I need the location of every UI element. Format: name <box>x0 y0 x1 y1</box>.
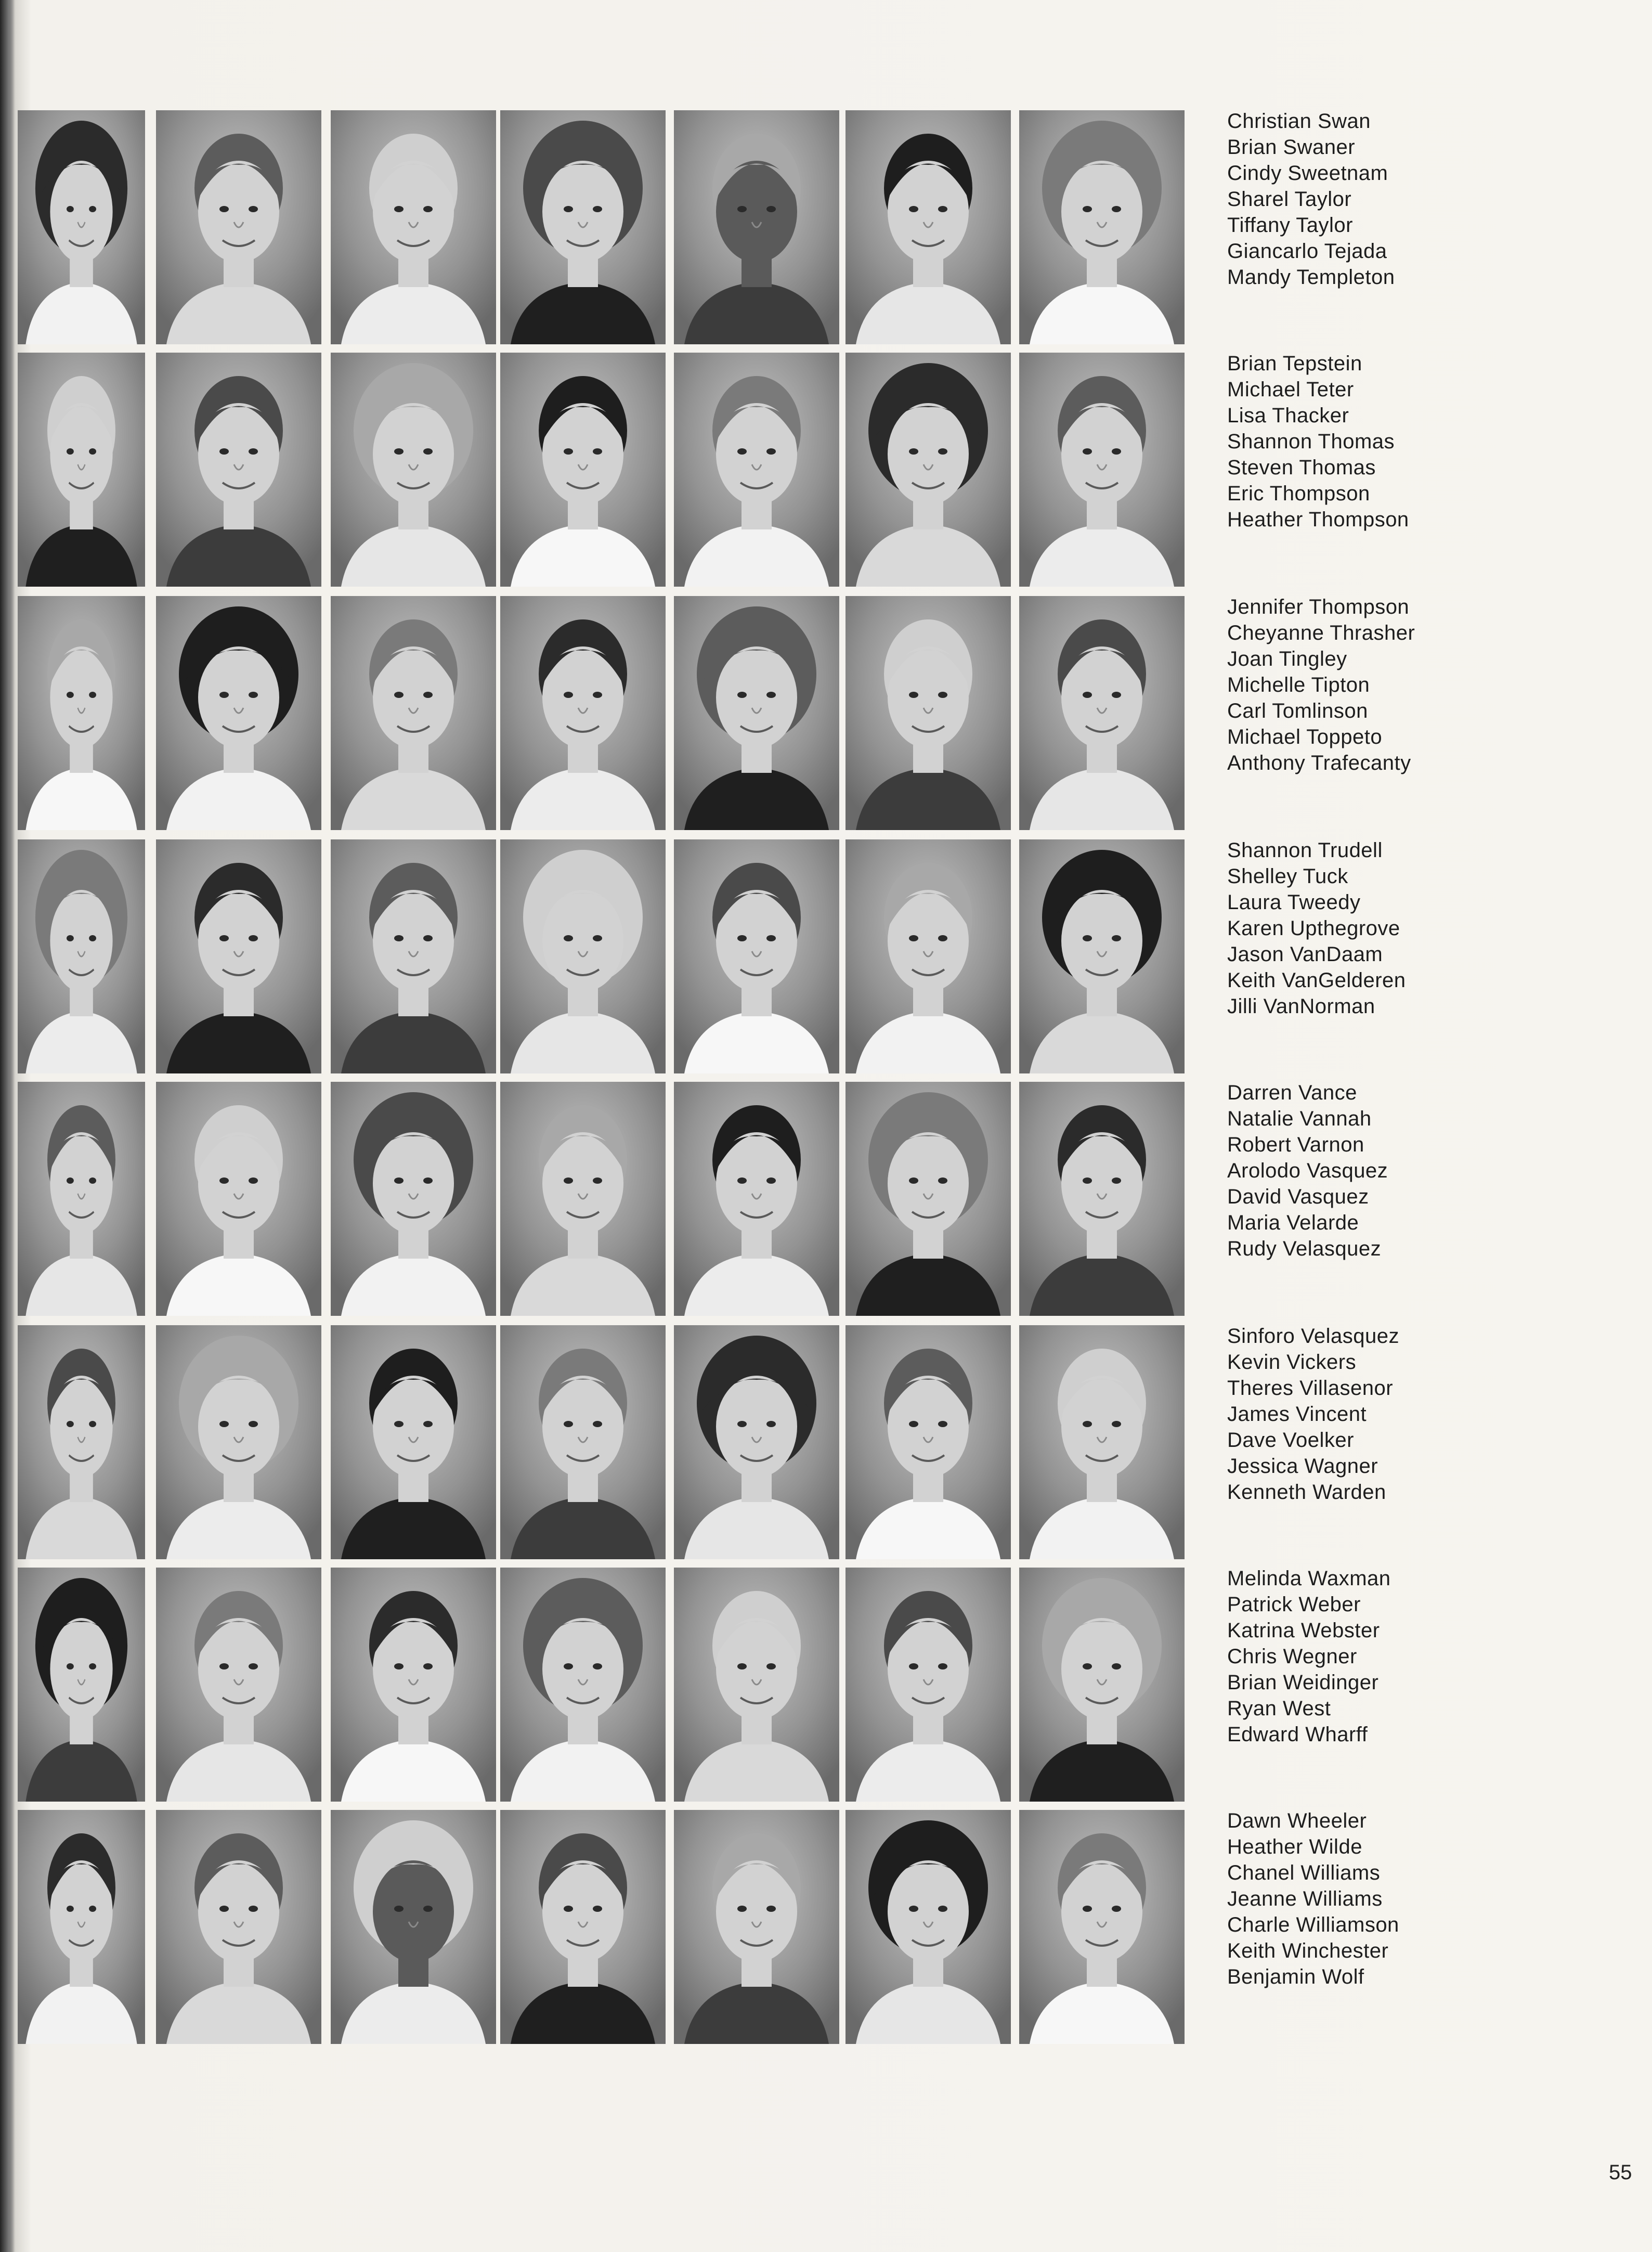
name-list <box>1227 351 1498 533</box>
student-portrait <box>18 353 145 587</box>
student-name: Cheyanne Thrasher <box>1227 622 1415 644</box>
student-name: Kevin Vickers <box>1227 1351 1357 1374</box>
student-name: Joan Tingley <box>1227 648 1347 670</box>
student-portrait <box>156 110 321 344</box>
student-name: Sharel Taylor <box>1227 188 1352 211</box>
student-name: Kenneth Warden <box>1227 1481 1386 1504</box>
student-portrait <box>845 1325 1011 1559</box>
student-portrait <box>674 110 839 344</box>
student-portrait <box>500 353 666 587</box>
student-portrait <box>18 839 145 1073</box>
student-name: Shannon Thomas <box>1227 430 1395 453</box>
student-portrait <box>331 596 496 830</box>
student-name: David Vasquez <box>1227 1185 1369 1208</box>
student-portrait <box>331 1082 496 1316</box>
student-portrait <box>1019 839 1185 1073</box>
student-portrait <box>845 1082 1011 1316</box>
student-portrait <box>156 1082 321 1316</box>
student-name: Jason VanDaam <box>1227 943 1383 966</box>
student-portrait <box>845 353 1011 587</box>
student-portrait <box>156 1325 321 1559</box>
student-portrait <box>331 1325 496 1559</box>
student-portrait <box>18 596 145 830</box>
student-name: Shannon Trudell <box>1227 839 1383 862</box>
student-name: Ryan West <box>1227 1697 1331 1720</box>
student-portrait <box>156 1568 321 1802</box>
student-portrait <box>18 1810 145 2044</box>
name-list <box>1227 1565 1498 1748</box>
student-name: James Vincent <box>1227 1403 1367 1426</box>
student-portrait <box>331 110 496 344</box>
name-list <box>1227 1323 1498 1505</box>
student-name: Brian Swaner <box>1227 136 1356 159</box>
student-portrait <box>674 839 839 1073</box>
student-name: Heather Thompson <box>1227 508 1409 531</box>
student-name: Jeanne Williams <box>1227 1887 1383 1910</box>
student-name: Karen Upthegrove <box>1227 917 1400 940</box>
student-portrait <box>674 1082 839 1316</box>
student-name: Edward Wharff <box>1227 1723 1368 1746</box>
student-portrait <box>674 1810 839 2044</box>
name-list <box>1227 837 1498 1019</box>
student-portrait <box>1019 1810 1185 2044</box>
student-name: Laura Tweedy <box>1227 891 1361 914</box>
student-name: Michael Toppeto <box>1227 726 1383 748</box>
student-name: Lisa Thacker <box>1227 404 1349 427</box>
student-portrait <box>1019 596 1185 830</box>
student-name: Jennifer Thompson <box>1227 596 1410 618</box>
student-name: Steven Thomas <box>1227 456 1376 479</box>
student-portrait <box>331 839 496 1073</box>
student-name: Darren Vance <box>1227 1081 1357 1104</box>
student-name: Dawn Wheeler <box>1227 1809 1367 1832</box>
student-name: Tiffany Taylor <box>1227 214 1353 237</box>
student-portrait <box>845 1810 1011 2044</box>
student-name: Chris Wegner <box>1227 1645 1357 1668</box>
student-portrait <box>1019 110 1185 344</box>
student-portrait <box>1019 1568 1185 1802</box>
student-portrait <box>500 596 666 830</box>
student-name: Brian Weidinger <box>1227 1671 1379 1694</box>
student-portrait <box>845 839 1011 1073</box>
student-portrait <box>18 1568 145 1802</box>
student-portrait <box>1019 1325 1185 1559</box>
student-name: Brian Tepstein <box>1227 352 1362 375</box>
student-portrait <box>845 596 1011 830</box>
student-name: Shelley Tuck <box>1227 865 1348 888</box>
student-name: Benjamin Wolf <box>1227 1965 1364 1988</box>
student-name: Carl Tomlinson <box>1227 700 1368 722</box>
student-portrait <box>1019 1082 1185 1316</box>
student-portrait <box>500 1568 666 1802</box>
student-name: Chanel Williams <box>1227 1861 1381 1884</box>
student-name: Katrina Webster <box>1227 1619 1380 1642</box>
name-list <box>1227 1080 1498 1262</box>
student-name: Charle Williamson <box>1227 1913 1399 1936</box>
student-name: Theres Villasenor <box>1227 1377 1394 1400</box>
student-portrait <box>156 596 321 830</box>
student-portrait <box>500 110 666 344</box>
student-portrait <box>331 353 496 587</box>
student-name: Sinforo Velasquez <box>1227 1325 1399 1348</box>
student-name: Eric Thompson <box>1227 482 1370 505</box>
student-portrait <box>674 1568 839 1802</box>
student-name: Jessica Wagner <box>1227 1455 1378 1478</box>
student-name: Natalie Vannah <box>1227 1107 1372 1130</box>
student-portrait <box>845 110 1011 344</box>
name-list <box>1227 108 1498 290</box>
student-name: Maria Velarde <box>1227 1211 1359 1234</box>
name-list <box>1227 594 1498 776</box>
student-name: Robert Varnon <box>1227 1133 1364 1156</box>
student-portrait <box>845 1568 1011 1802</box>
student-name: Michelle Tipton <box>1227 674 1370 696</box>
student-name: Melinda Waxman <box>1227 1567 1391 1590</box>
student-portrait <box>18 110 145 344</box>
student-portrait <box>18 1082 145 1316</box>
student-portrait <box>331 1810 496 2044</box>
student-name: Keith VanGelderen <box>1227 969 1406 992</box>
student-portrait <box>500 1810 666 2044</box>
student-name: Cindy Sweetnam <box>1227 162 1388 185</box>
student-portrait <box>156 839 321 1073</box>
student-name: Mandy Templeton <box>1227 266 1395 289</box>
student-name: Christian Swan <box>1227 110 1371 133</box>
student-name: Heather Wilde <box>1227 1835 1362 1858</box>
page-number: 55 <box>1609 2161 1632 2184</box>
student-portrait <box>674 596 839 830</box>
student-name: Giancarlo Tejada <box>1227 240 1387 263</box>
student-name: Anthony Trafecanty <box>1227 752 1411 774</box>
student-portrait <box>500 1325 666 1559</box>
student-portrait <box>18 1325 145 1559</box>
student-portrait <box>500 839 666 1073</box>
name-list <box>1227 1808 1498 1990</box>
student-portrait <box>500 1082 666 1316</box>
student-portrait <box>674 1325 839 1559</box>
student-portrait <box>331 1568 496 1802</box>
student-portrait <box>1019 353 1185 587</box>
student-portrait <box>156 353 321 587</box>
student-portrait <box>156 1810 321 2044</box>
binding-gutter <box>0 0 15 2252</box>
student-name: Rudy Velasquez <box>1227 1237 1382 1260</box>
student-name: Dave Voelker <box>1227 1429 1354 1452</box>
student-portrait <box>674 353 839 587</box>
student-name: Patrick Weber <box>1227 1593 1361 1616</box>
student-name: Keith Winchester <box>1227 1939 1389 1962</box>
student-name: Michael Teter <box>1227 378 1354 401</box>
student-name: Jilli VanNorman <box>1227 995 1375 1018</box>
student-name: Arolodo Vasquez <box>1227 1159 1388 1182</box>
